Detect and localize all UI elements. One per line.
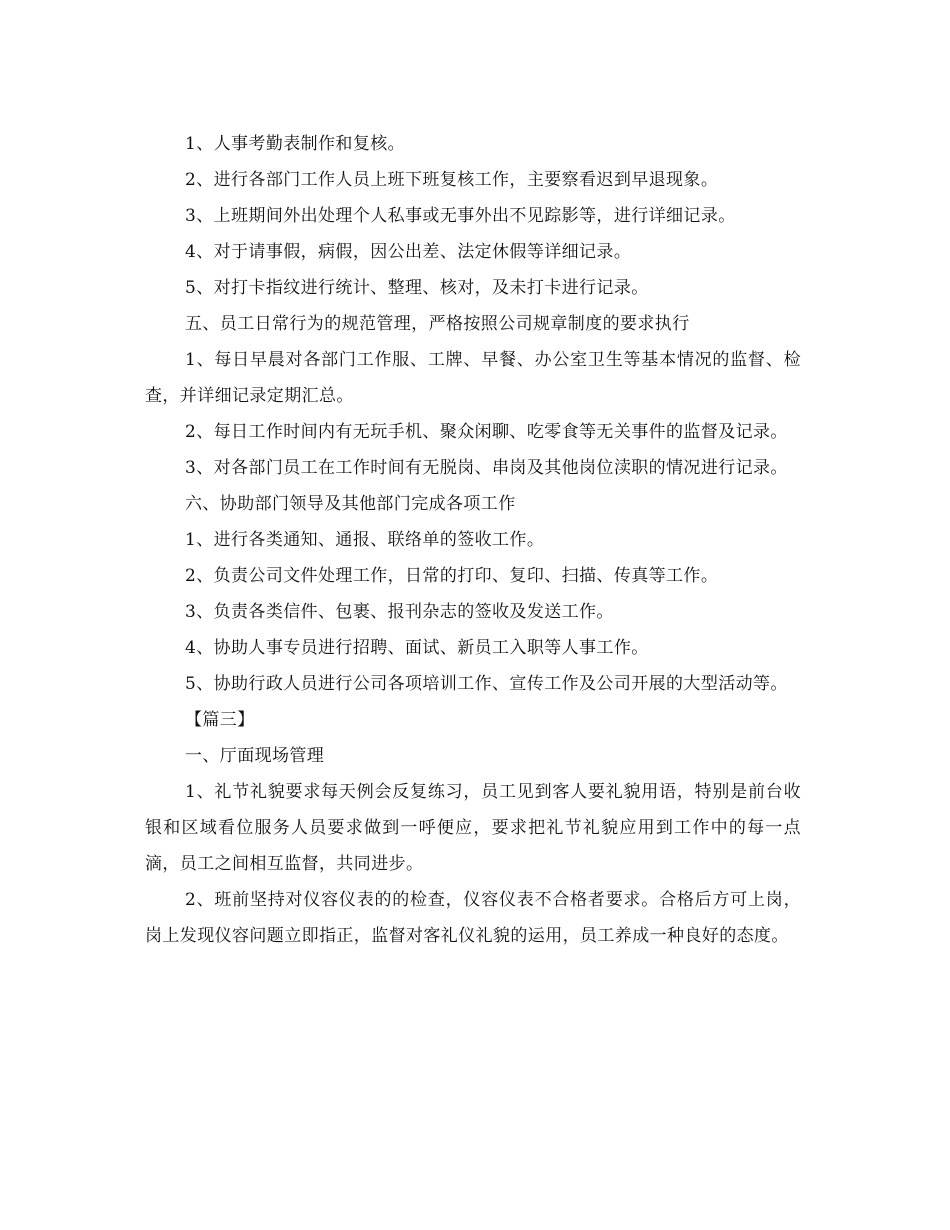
paragraph: 1、人事考勤表制作和复核。 [185, 134, 406, 154]
chapter-title: 【篇三】 [185, 710, 255, 730]
paragraph: 2、进行各部门工作人员上班下班复核工作，主要察看迟到早退现象。 [185, 170, 719, 190]
paragraph: 2、班前坚持对仪容仪表的的检查，仪容仪表不合格者要求。合格后方可上岗，岗上发现仪容问题立即指正，监督对客礼仪礼貌的运用，员工养成一种良好的态度。 [145, 890, 801, 946]
section-heading: 五、员工日常行为的规范管理，严格按照公司规章制度的要求执行 [185, 314, 690, 334]
paragraph: 4、对于请事假，病假，因公出差、法定休假等详细记录。 [185, 242, 632, 262]
paragraph: 3、负责各类信件、包裹、报刊杂志的签收及发送工作。 [185, 602, 614, 622]
paragraph: 5、对打卡指纹进行统计、整理、核对，及未打卡进行记录。 [185, 278, 649, 298]
section-heading: 六、协助部门领导及其他部门完成各项工作 [185, 494, 516, 514]
section-heading: 一、厅面现场管理 [185, 746, 325, 766]
paragraph: 2、负责公司文件处理工作，日常的打印、复印、扫描、传真等工作。 [185, 566, 719, 586]
paragraph: 3、上班期间外出处理个人私事或无事外出不见踪影等，进行详细记录。 [185, 206, 736, 226]
paragraph: 1、进行各类通知、通报、联络单的签收工作。 [185, 530, 545, 550]
paragraph: 2、每日工作时间内有无玩手机、聚众闲聊、吃零食等无关事件的监督及记录。 [185, 422, 788, 442]
paragraph: 1、每日早晨对各部门工作服、工牌、早餐、办公室卫生等基本情况的监督、检查，并详细记录定期汇总。 [145, 350, 801, 406]
document-body [145, 126, 801, 954]
paragraph: 4、协助人事专员进行招聘、面试、新员工入职等人事工作。 [185, 638, 649, 658]
paragraph: 5、协助行政人员进行公司各项培训工作、宣传工作及公司开展的大型活动等。 [185, 674, 788, 694]
paragraph: 1、礼节礼貌要求每天例会反复练习，员工见到客人要礼貌用语，特别是前台收银和区域看位服务人员要求做到一呼便应，要求把礼节礼貌应用到工作中的每一点滴，员工之间相互监督，共同进步。 [145, 782, 801, 874]
paragraph: 3、对各部门员工在工作时间有无脱岗、串岗及其他岗位渎职的情况进行记录。 [185, 458, 788, 478]
